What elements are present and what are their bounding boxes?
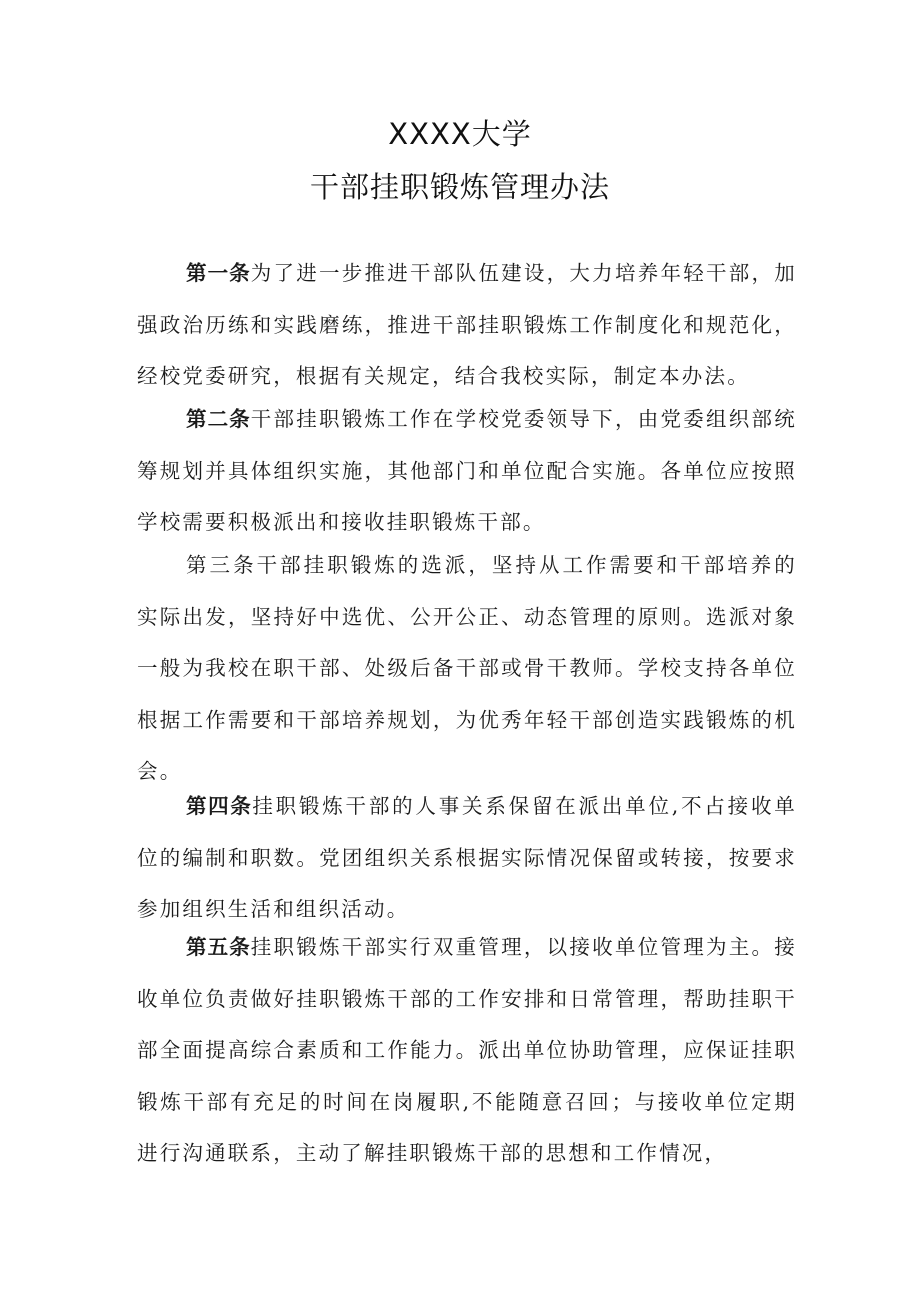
- article-1-label: 第一条: [186, 261, 251, 285]
- article-1: [137, 248, 797, 403]
- article-4-label: 第四条: [186, 794, 253, 818]
- article-2-label: 第二条: [186, 407, 251, 431]
- article-4-text: 挂职锻炼干部的人事关系保留在派出单位,不占接收单位的编制和职数。党团组织关系根据实际情况保留或转接，按要求参加组织生活和组织活动。: [137, 794, 797, 921]
- article-1-text: 为了进一步推进干部队伍建设，大力培养年轻干部，加强政治历练和实践磨练，推进干部挂职锻炼工作制度化和规范化，经校党委研究，根据有关规定，结合我校实际，制定本办法。: [137, 261, 797, 388]
- document-title-university: XXXX大学: [388, 117, 532, 151]
- article-4: [137, 781, 797, 936]
- article-5: [137, 922, 797, 1180]
- article-2-text: 干部挂职锻炼工作在学校党委领导下，由党委组织部统筹规划并具体组织实施，其他部门和单位配合实施。各单位应按照学校需要积极派出和接收挂职锻炼干部。: [137, 407, 797, 534]
- article-3-text: 第三条干部挂职锻炼的选派，坚持从工作需要和干部培养的实际出发，坚持好中选优、公开公正、动态管理的原则。选派对象一般为我校在职干部、处级后备干部或骨干教师。学校支持各单位根据工作需要和干部培养规划，为优秀年轻干部创造实践锻炼的机会。: [137, 553, 797, 783]
- document-title-regulation: 干部挂职锻炼管理办法: [309, 170, 610, 204]
- article-5-text: 挂职锻炼干部实行双重管理，以接收单位管理为主。接收单位负责做好挂职锻炼干部的工作安排和日常管理，帮助挂职干部全面提高综合素质和工作能力。派出单位协助管理，应保证挂职锻炼干部有充足的时间在岗履职,不能随意召回；与接收单位定期进行沟通联系，主动了解挂职锻炼干部的思想和工作情况，: [137, 935, 797, 1165]
- article-3: [137, 540, 797, 798]
- article-2: [137, 394, 797, 549]
- article-5-label: 第五条: [186, 935, 251, 959]
